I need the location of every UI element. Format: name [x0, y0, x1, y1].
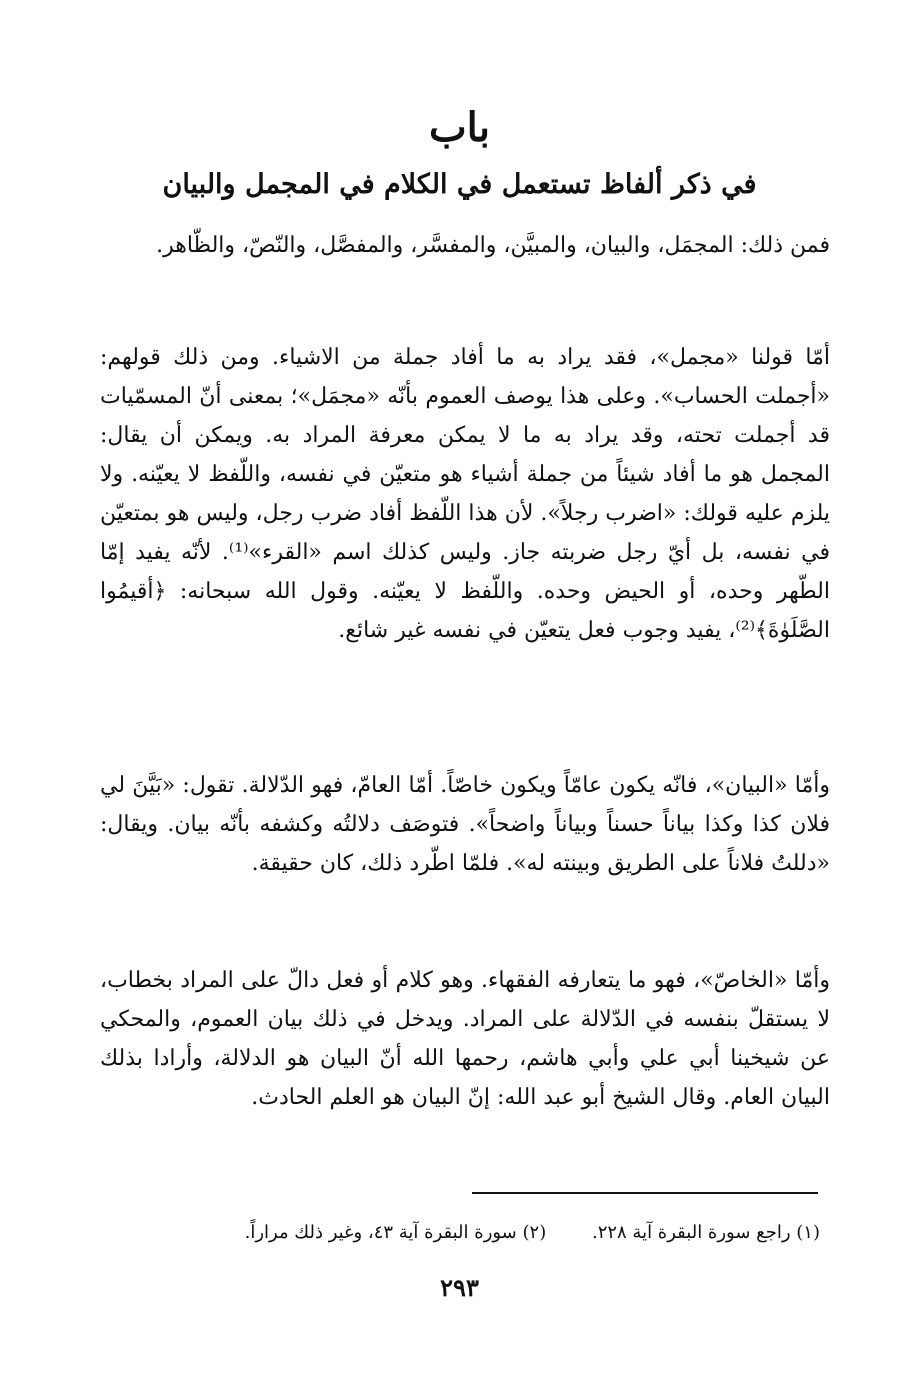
chapter-heading: باب: [429, 104, 490, 151]
paragraph-bayan: وأمّا «البيان»، فانّه يكون عامّاً ويكون خاصّاً. أمّا العامّ، فهو الدّلالة. تقول: «بَيَّنَ لي فلان كذا وكذا بياناً حسناً وبياناً واضحاً». فتوصَف دلالتُه وكشفه بأنّه بيان. ويقال: «دللتُ فلاناً على الطريق وبينته له». فلمّا اطّرد ذلك، كان حقيقة.: [100, 773, 830, 876]
footnote-1: (١) راجع سورة البقرة آية ٢٢٨.: [591, 1222, 820, 1243]
footnotes: [100, 1218, 820, 1248]
chapter-title: في ذكر ألفاظ تستعمل في الكلام في المجمل والبيان: [162, 169, 757, 200]
footnote-2: (٢) سورة البقرة آية ٤٣، وغير ذلك مراراً.: [244, 1222, 547, 1243]
page-number: ٢٩٣: [440, 1273, 479, 1302]
footnote-divider: [472, 1192, 818, 1194]
paragraph-mujmal: أمّا قولنا «مجمل»، فقد يراد به ما أفاد جملة من الاشياء. ومن ذلك قولهم: «أجملت الحساب». وعلى هذا يوصف العموم بأنّه «مجمَل»؛ بمعنى أنّ المسمّيات قد أجملت تحته، وقد يراد به ما لا يمكن معرفة المراد به. ويمكن أن يقال: المجمل هو ما أفاد شيئاً من جملة أشياء هو متعيّن في نفسه، واللّفظ لا يعيّنه. ولا يلزم عليه قولك: «اضرب رجلاً». لأن هذا اللّفظ أفاد ضرب رجل، وليس هو بمتعيّن في نفسه، بل أيّ رجل ضربته جاز. وليس كذلك اسم «القرء»⁽¹⁾. لأنّه يفيد إمّا الطّهر وحده، أو الحيض وحده. واللّفظ لا يعيّنه. وقول الله سبحانه: ﴿أقيمُوا الصَّلَوٰةَ﴾⁽²⁾، يفيد وجوب فعل يتعيّن في نفسه غير شائع.: [100, 345, 830, 643]
paragraph-intro: فمن ذلك: المجمَل، والبيان، والمبيَّن، والمفسَّر، والمفصَّل، والنّصّ، والظّاهر.: [156, 233, 830, 258]
paragraph-khass: وأمّا «الخاصّ»، فهو ما يتعارفه الفقهاء. وهو كلام أو فعل دالّ على المراد بخطاب، لا يستقلّ بنفسه في الدّلالة على المراد. ويدخل في ذلك بيان العموم، والمحكي عن شيخينا أبي علي وأبي هاشم، رحمها الله أنّ البيان هو الدلالة، وأرادا بذلك البيان العام. وقال الشيخ أبو عبد الله: إنّ البيان هو العلم الحادث.: [100, 968, 830, 1110]
